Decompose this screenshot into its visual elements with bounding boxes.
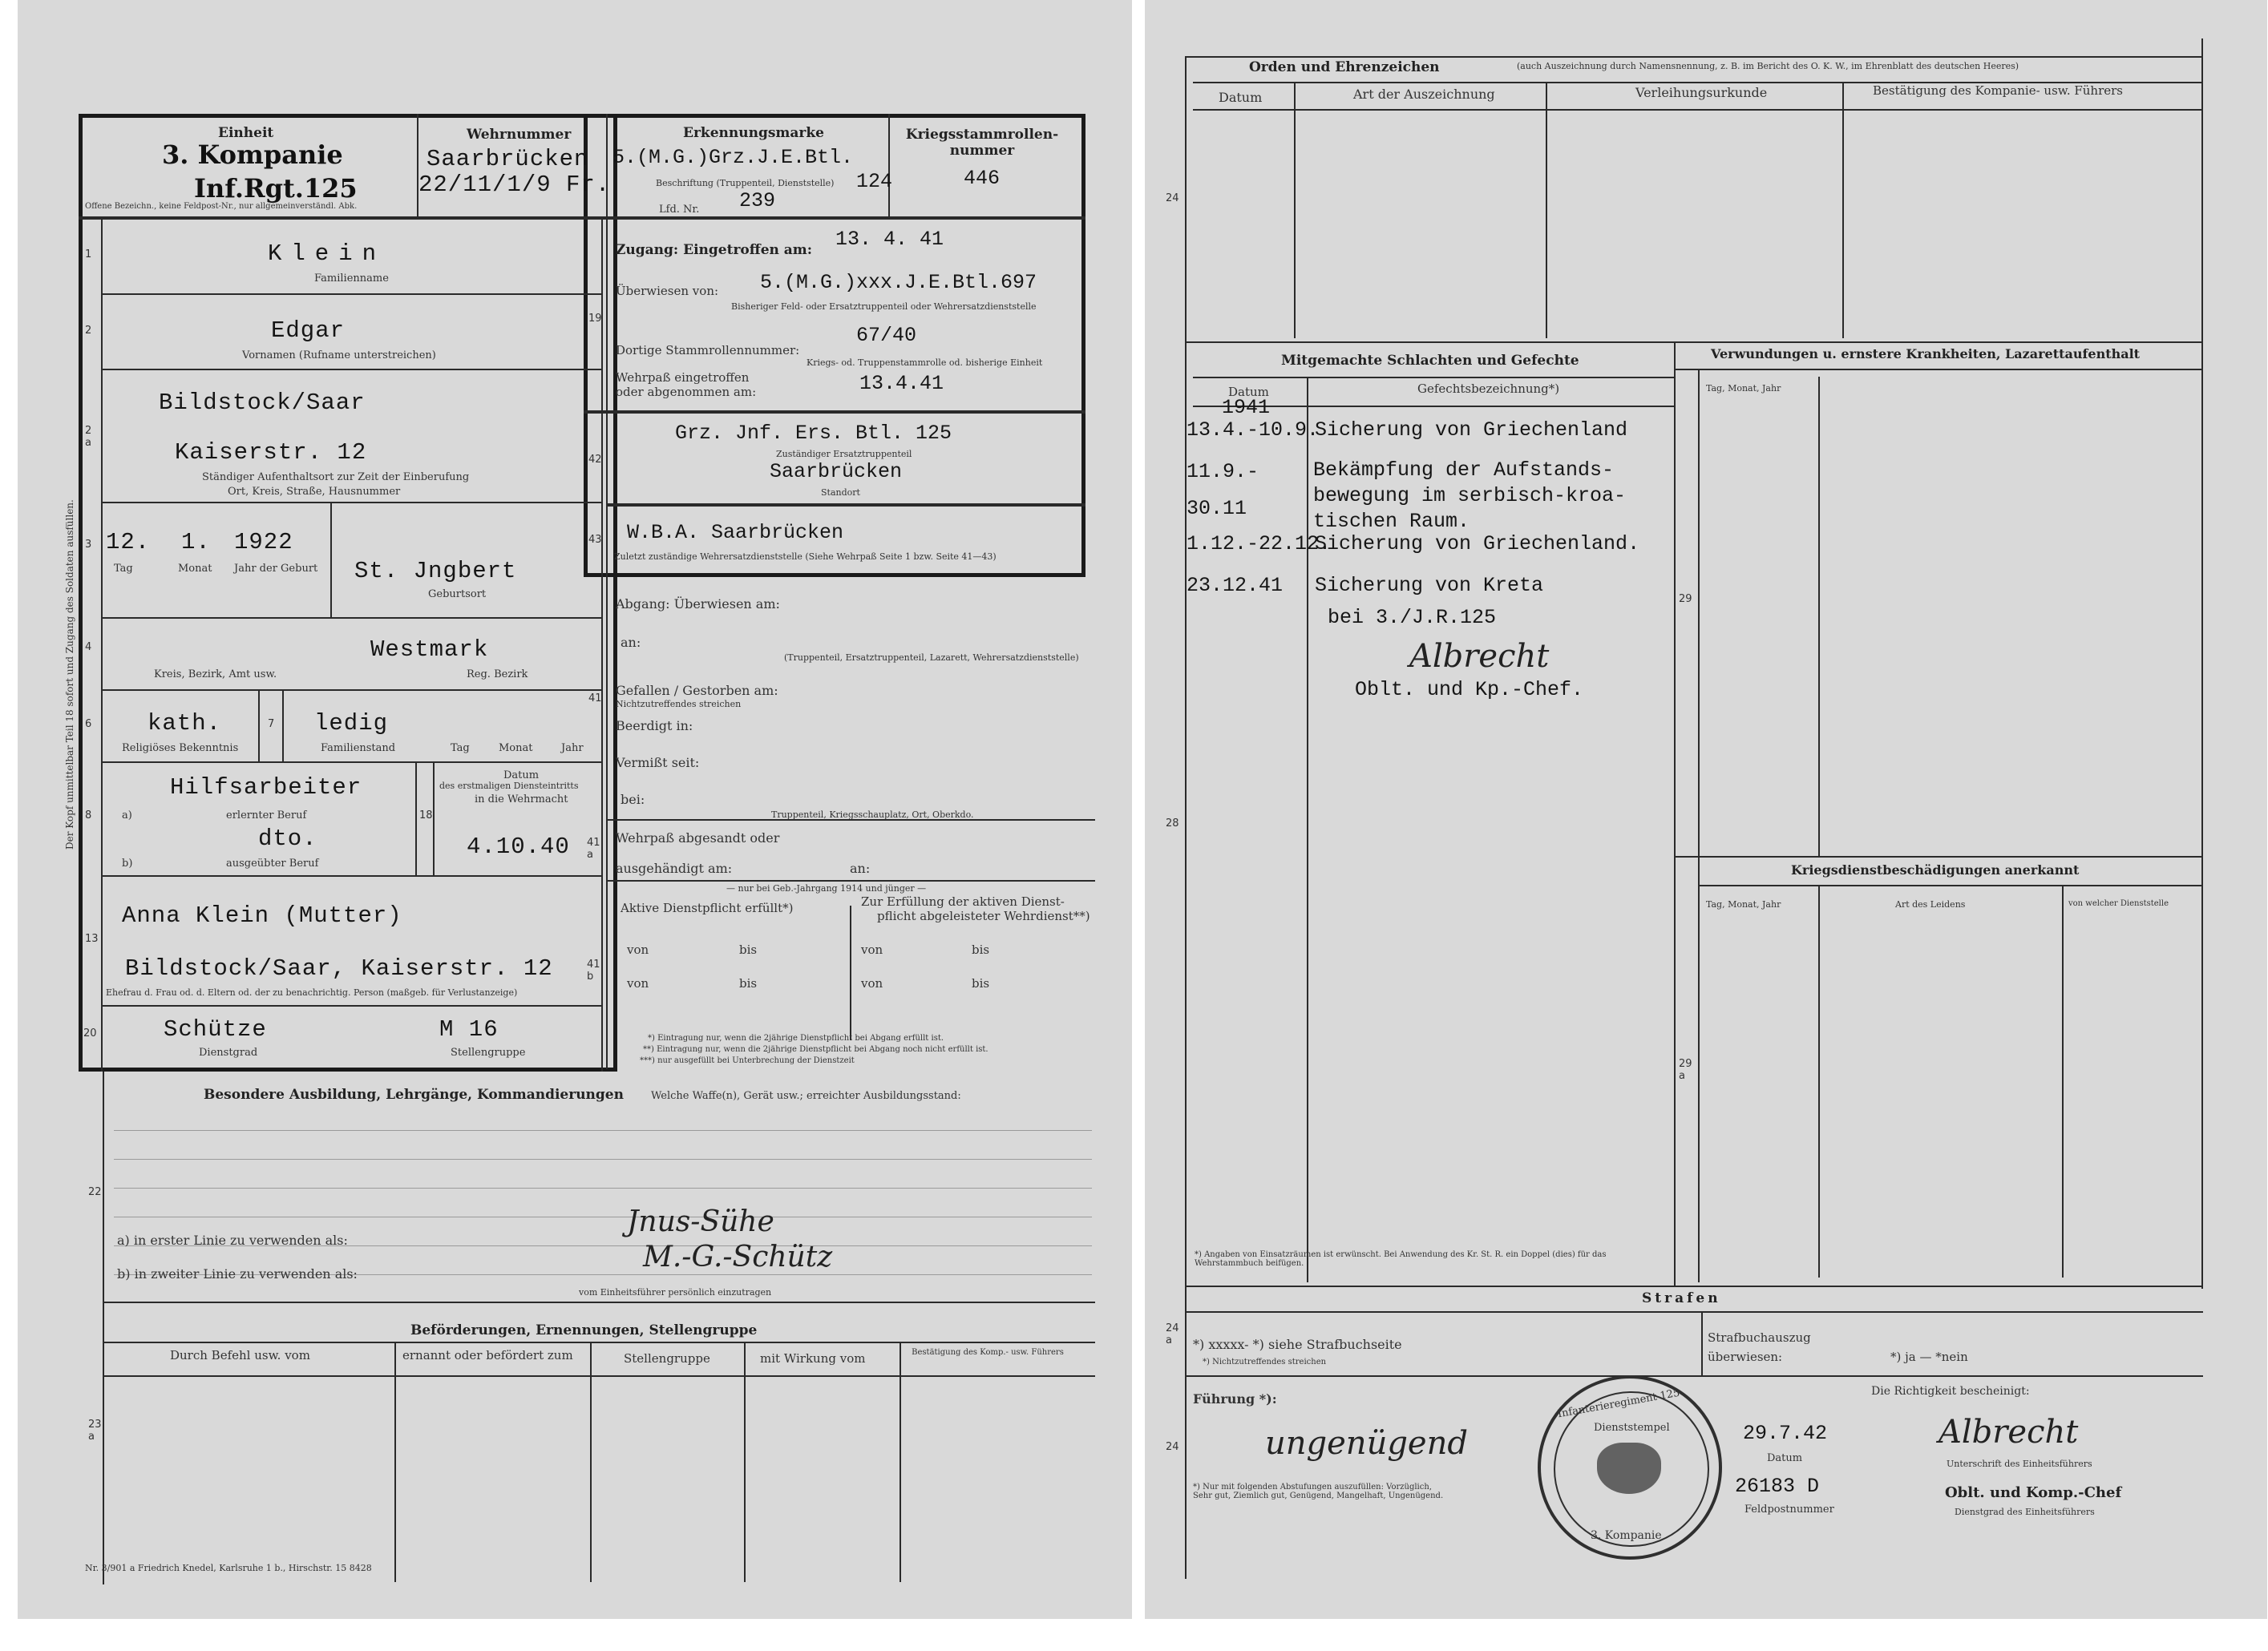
section-28-number: 28	[1166, 817, 1179, 830]
kriegsstamm-label: Kriegsstammrollen-nummer	[905, 127, 1059, 159]
wbk-value: W.B.A. Saarbrücken	[627, 521, 844, 544]
strafbuchauszug-value: *) ja — *nein	[1890, 1350, 1968, 1364]
entry-3-text: Bekämpfung der Aufstands-	[1313, 458, 1615, 482]
beerdigt-label: Beerdigt in:	[616, 718, 693, 733]
wehrnummer-label: Wehrnummer	[467, 127, 572, 143]
section-23-title: Beförderungen, Ernennungen, Stellengruppe	[410, 1322, 758, 1338]
entry-5-text: tischen Raum.	[1313, 510, 1470, 533]
religion-value: kath.	[148, 710, 222, 737]
strafen-number-24b: 24	[1166, 1441, 1179, 1453]
commander-signature: Albrecht	[1939, 1414, 2079, 1451]
section-28-footnote: *) Angaben von Einsatzräumen ist erwünscht. Bei Anwendung des Kr. St. R. ein Doppel (dies) für das Wehrstammbuch beifügen.	[1195, 1250, 1607, 1268]
geburtstag-jahr: 1922	[234, 529, 293, 555]
entry-3-date: 11.9.-	[1187, 460, 1259, 483]
diensteintritt-value: 4.10.40	[467, 834, 570, 860]
zur-label-1: Zur Erfüllung der aktiven Dienst-	[861, 894, 1065, 909]
standort-label: Standort	[821, 487, 860, 498]
ueberwiesen-label: Überwiesen von:	[616, 284, 719, 298]
footnote-2: **) Eintragung nur, wenn die 2jährige Dienstpflicht bei Abgang noch nicht erfüllt ist.	[643, 1045, 988, 1054]
an-label-2: an:	[850, 861, 871, 876]
vornamen-value: Edgar	[271, 317, 346, 344]
monat-label-2: Monat	[499, 742, 533, 754]
stellengruppe-label: Stellengruppe	[451, 1047, 526, 1059]
abgang-label: Abgang: Überwiesen am:	[616, 596, 780, 612]
entry-6-text: Sicherung von Griechenland.	[1315, 532, 1640, 555]
section-23-col-4: mit Wirkung vom	[760, 1351, 866, 1366]
beruf-ausgeuebt-label: ausgeübter Beruf	[226, 858, 319, 870]
strafbuchauszug-label-2: überwiesen:	[1708, 1350, 1783, 1364]
an-label: an:	[621, 635, 641, 650]
gefallen-label: Gefallen / Gestorben am:	[616, 683, 778, 698]
wohnort-label-1: Ständiger Aufenthaltsort zur Zeit der Einberufung	[202, 471, 470, 483]
zugang-label: Zugang: Eingetroffen am:	[616, 242, 813, 258]
section-22-line-a: a) in erster Linie zu verwenden als:	[117, 1233, 348, 1248]
section-22-signature-2: M.-G.-Schütz	[643, 1241, 833, 1274]
section-22-signature-1: Jnus-Sühe	[627, 1205, 774, 1238]
wehrpass-label-1: Wehrpaß eingetroffen	[616, 370, 750, 385]
wohnort-strasse: Kaiserstr. 12	[175, 439, 367, 466]
section-23-col-5: Bestätigung des Komp.- usw. Führers	[912, 1348, 1064, 1357]
entry-1-date: 1941	[1222, 396, 1271, 419]
vornamen-label: Vornamen (Rufname unterstreichen)	[242, 349, 436, 361]
row-number-6: 6	[85, 718, 92, 730]
jahrgang-note: — nur bei Geb.-Jahrgang 1914 und jünger —	[726, 883, 927, 894]
section-24-col-urkunde: Verleihungsurkunde	[1635, 85, 1768, 100]
section-29-number: 29	[1679, 593, 1692, 605]
beruf-b-label: b)	[122, 858, 133, 870]
gefallen-note: Nichtzutreffendes streichen	[616, 699, 742, 709]
row-number-42: 42	[588, 454, 602, 466]
section-28-col-gefecht: Gefechtsbezeichnung*)	[1417, 381, 1560, 396]
familienstand-label: Familienstand	[321, 742, 396, 754]
entry-7-date: 23.12.41	[1187, 574, 1284, 597]
stamp-text-top: Infanterieregiment 125	[1556, 1387, 1681, 1421]
kriegsstamm-value: 446	[964, 167, 1001, 190]
section-24-col-datum: Datum	[1219, 90, 1263, 105]
ersatz-label: Zuständiger Ersatztruppenteil	[776, 449, 912, 459]
section-23-col-2: ernannt oder befördert zum	[402, 1348, 573, 1362]
vermisst-label: Vermißt seit:	[616, 755, 700, 770]
fuehrung-note: *) Nur mit folgenden Abstufungen auszufüllen: Vorzüglich, Sehr gut, Ziemlich gut, Genügend, Mangelhaft, Ungenügend.	[1193, 1483, 1444, 1500]
angehoerige-adresse: Bildstock/Saar, Kaiserstr. 12	[125, 955, 553, 982]
von-label-4: von	[861, 976, 883, 991]
row-number-7: 7	[268, 718, 275, 730]
dienstgrad-value: Schütze	[164, 1016, 267, 1043]
beruf-erlernt-value: Hilfsarbeiter	[170, 774, 362, 801]
strafen-datum-label: Datum	[1767, 1452, 1803, 1464]
row-number-18: 18	[419, 809, 433, 821]
richtigkeit-label: Die Richtigkeit bescheinigt:	[1871, 1385, 2030, 1398]
row-number-43: 43	[588, 534, 602, 546]
wehrpass-label-2: oder abgenommen am:	[616, 385, 757, 399]
religion-label: Religiöses Bekenntnis	[122, 742, 239, 754]
section-29a-title: Kriegsdienstbeschädigungen anerkannt	[1791, 862, 2080, 878]
section-22-number: 22	[88, 1186, 102, 1198]
datum-label-1: Datum	[503, 769, 540, 781]
lfd-nr-label: Lfd. Nr.	[659, 204, 700, 216]
entry-2-text: Sicherung von Griechenland	[1315, 418, 1628, 442]
row-number-2: 2	[85, 325, 92, 337]
bis-label-4: bis	[972, 976, 990, 991]
stammrolle-value: 67/40	[856, 324, 917, 347]
zur-label-2: pflicht abgeleisteter Wehrdienst**)	[877, 909, 1090, 923]
angehoerige-label: Ehefrau d. Frau od. d. Eltern od. der zu benachrichtig. Person (maßgeb. für Verlustanzeige)	[106, 987, 518, 998]
stamp-text-bottom: 3. Kompanie	[1591, 1529, 1662, 1542]
fuehrung-value: ungenügend	[1265, 1425, 1468, 1462]
strafen-title: Strafen	[1642, 1290, 1721, 1306]
commander-rank-label: Dienstgrad des Einheitsführers	[1955, 1507, 2095, 1517]
wohnort-value: Bildstock/Saar	[159, 390, 366, 416]
section-23-col-1: Durch Befehl usw. vom	[170, 1348, 310, 1362]
beruf-a-label: a)	[122, 809, 132, 821]
vertical-note: Der Kopf unmittelbar Teil 18 sofort und Zugang des Soldaten ausfüllen.	[64, 499, 75, 850]
stammrolle-note: Kriegs- od. Truppenstammrolle od. bisherige Einheit	[807, 357, 1043, 368]
tag-label-2: Tag	[451, 742, 470, 754]
entry-7-text: Sicherung von Kreta	[1315, 574, 1544, 597]
stamp-eagle-icon	[1597, 1443, 1661, 1494]
section-29a-col-3: von welcher Dienststelle	[2068, 899, 2169, 908]
kreis-label: Kreis, Bezirk, Amt usw.	[154, 668, 277, 680]
bei-label: bei:	[621, 792, 645, 807]
footnote-1: *) Eintragung nur, wenn die 2jährige Dienstpflicht bei Abgang erfüllt ist.	[648, 1034, 944, 1043]
stellengruppe-value: M 16	[439, 1016, 499, 1043]
wehrnummer-value: 22/11/1/9 Fr.	[418, 172, 611, 198]
strafen-datum-value: 29.7.42	[1743, 1422, 1828, 1445]
ueberwiesen-value: 5.(M.G.)xxx.J.E.Btl.697	[760, 271, 1037, 294]
row-number-41a: 41 a	[587, 837, 600, 861]
einheit-regiment: Inf.Rgt.125	[194, 173, 358, 204]
section-29-title: Verwundungen u. ernstere Krankheiten, Lazarettaufenthalt	[1711, 346, 2141, 361]
section-28-title: Mitgemachte Schlachten und Gefechte	[1281, 353, 1579, 369]
entry-5-date: 30.11	[1187, 497, 1247, 520]
bis-label-3: bis	[739, 976, 758, 991]
section-22-line-b: b) in zweiter Linie zu verwenden als:	[117, 1266, 358, 1282]
einheit-note: Offene Bezeichn., keine Feldpost-Nr., nur allgemeinverständl. Abk.	[85, 202, 358, 211]
erkennungsmarke-value-2: 124	[856, 170, 893, 193]
bis-label-1: bis	[739, 943, 758, 957]
commander-signature-label: Unterschrift des Einheitsführers	[1947, 1459, 2092, 1469]
stamp-center-text: Dienststempel	[1594, 1422, 1670, 1434]
section-29a-col-2: Art des Leidens	[1895, 899, 1966, 910]
tag-label: Tag	[114, 563, 133, 575]
section-29a-number: 29 a	[1679, 1058, 1692, 1082]
feldpost-value: 26183 D	[1735, 1475, 1820, 1498]
von-label-3: von	[627, 976, 649, 991]
bezirk-value: Westmark	[370, 636, 489, 663]
geburtstag-monat: 1.	[181, 529, 211, 555]
von-label-1: von	[627, 943, 649, 957]
familienname-value: Klein	[268, 240, 386, 267]
row-number-41b: 41 b	[587, 959, 600, 983]
standort-value: Saarbrücken	[770, 460, 903, 483]
section-28-signer-title: Oblt. und Kp.-Chef.	[1355, 678, 1584, 701]
strafen-line-1: *) xxxxx- *) siehe Strafbuchseite	[1193, 1337, 1402, 1352]
entry-4-text: bewegung im serbisch-kroa-	[1313, 484, 1627, 507]
entry-8-text: bei 3./J.R.125	[1328, 606, 1497, 629]
wehrnummer-ort: Saarbrücken	[427, 146, 589, 172]
row-number-19: 19	[588, 313, 602, 325]
ausgehaendigt-label: ausgehändigt am:	[616, 861, 733, 876]
row-number-2a: 2 a	[85, 425, 92, 449]
einheit-label: Einheit	[218, 125, 274, 141]
section-28-signature: Albrecht	[1409, 638, 1550, 675]
monat-label: Monat	[178, 563, 212, 575]
left-page	[18, 0, 1132, 1619]
geburtsort-label: Geburtsort	[428, 588, 487, 600]
feldpost-label: Feldpostnummer	[1744, 1504, 1834, 1516]
strafen-line-1-note: *) Nichtzutreffendes streichen	[1203, 1358, 1327, 1366]
section-23-number: 23 a	[88, 1419, 102, 1443]
kriegsschauplatz-note: Truppenteil, Kriegsschauplatz, Ort, Oberkdo.	[771, 809, 974, 820]
section-24-col-bestaetigung: Bestätigung des Kompanie- usw. Führers	[1873, 83, 2124, 98]
wohnort-label-2: Ort, Kreis, Straße, Hausnummer	[228, 486, 401, 498]
strafbuchauszug-label: Strafbuchauszug	[1708, 1330, 1811, 1345]
bis-label-2: bis	[972, 943, 990, 957]
strafen-number-24a: 24 a	[1166, 1322, 1179, 1346]
printer-line: Nr. 3/901 a Friedrich Knedel, Karlsruhe 1 b., Hirschstr. 15 8428	[85, 1563, 372, 1573]
row-number-20: 20	[83, 1027, 97, 1039]
beruf-erlernt-label: erlernter Beruf	[226, 809, 307, 821]
von-label-2: von	[861, 943, 883, 957]
section-23-col-3: Stellengruppe	[624, 1351, 710, 1366]
entry-6-date: 1.12.-22.12.	[1187, 532, 1332, 555]
beruf-ausgeuebt-value: dto.	[258, 826, 317, 852]
commander-rank-value: Oblt. und Komp.-Chef	[1945, 1484, 2122, 1501]
bezirk-label: Reg. Bezirk	[467, 668, 528, 680]
row-number-8: 8	[85, 809, 92, 821]
einheit-value: 3. Kompanie	[162, 139, 343, 170]
official-stamp	[1538, 1375, 1722, 1560]
section-28-col-datum: Datum	[1228, 385, 1269, 399]
angehoerige-name: Anna Klein (Mutter)	[122, 902, 402, 929]
ueberwiesen-note: Bisheriger Feld- oder Ersatztruppenteil oder Wehrersatzdienststelle	[731, 301, 1037, 312]
row-number-41: 41	[588, 692, 602, 704]
erkennungsmarke-value: 5.(M.G.)Grz.J.E.Btl.	[612, 146, 854, 169]
stammrolle-label: Dortige Stammrollennummer:	[616, 343, 800, 357]
row-number-13: 13	[85, 933, 99, 945]
wehrpass-abgesandt-label: Wehrpaß abgesandt oder	[616, 830, 780, 846]
section-24-col-art: Art der Auszeichnung	[1353, 87, 1495, 102]
section-24-number: 24	[1166, 192, 1179, 204]
section-24-note: (auch Auszeichnung durch Namensnennung, z. B. im Bericht des O. K. W., im Ehrenblatt des deutschen Heeres)	[1517, 61, 2019, 71]
wehrpass-value: 13.4.41	[859, 372, 944, 395]
geburtstag-tag: 12.	[106, 529, 151, 555]
section-22-note: Welche Waffe(n), Gerät usw.; erreichter Ausbildungsstand:	[651, 1090, 961, 1102]
row-number-1: 1	[85, 248, 92, 260]
familienstand-value: ledig	[314, 710, 389, 737]
erkennungsmarke-note: Beschriftung (Truppenteil, Dienststelle)	[656, 178, 835, 188]
entry-2-date: 13.4.-10.9.	[1187, 418, 1320, 442]
truppenteil-note: (Truppenteil, Ersatztruppenteil, Lazarett, Wehrersatzdienststelle)	[784, 652, 1079, 663]
section-22-sig-note: vom Einheitsführer persönlich einzutragen	[579, 1287, 772, 1298]
right-page	[1145, 0, 2267, 1619]
row-number-4: 4	[85, 641, 92, 653]
section-22-title: Besondere Ausbildung, Lehrgänge, Kommandierungen	[204, 1087, 624, 1103]
geburtsort-value: St. Jngbert	[354, 558, 517, 584]
ersatz-value: Grz. Jnf. Ers. Btl. 125	[675, 422, 952, 445]
section-29a-col-1: Tag, Monat, Jahr	[1706, 899, 1781, 910]
footnote-3: ***) nur ausgefüllt bei Unterbrechung der Dienstzeit	[640, 1056, 855, 1065]
section-29-col-1: Tag, Monat, Jahr	[1706, 383, 1781, 394]
erkennungsmarke-label: Erkennungsmarke	[683, 125, 824, 141]
aktive-label: Aktive Dienstpflicht erfüllt*)	[621, 901, 794, 915]
jahr-label: Jahr der Geburt	[234, 563, 318, 575]
wbk-label: Zuletzt zuständige Wehrersatzdienststelle (Siehe Wehrpaß Seite 1 bzw. Seite 41—43)	[614, 551, 997, 562]
lfd-nr-value: 239	[739, 189, 776, 212]
row-number-3: 3	[85, 539, 92, 551]
zugang-value: 13. 4. 41	[835, 228, 944, 251]
jahr-label-2: Jahr	[561, 742, 584, 754]
dienstgrad-label: Dienstgrad	[199, 1047, 258, 1059]
section-24-title: Orden und Ehrenzeichen	[1249, 59, 1440, 75]
datum-label-2: des erstmaligen Diensteintritts	[439, 781, 579, 791]
datum-label-3: in die Wehrmacht	[475, 793, 568, 805]
familienname-label: Familienname	[314, 272, 389, 285]
fuehrung-label: Führung *):	[1193, 1391, 1277, 1407]
